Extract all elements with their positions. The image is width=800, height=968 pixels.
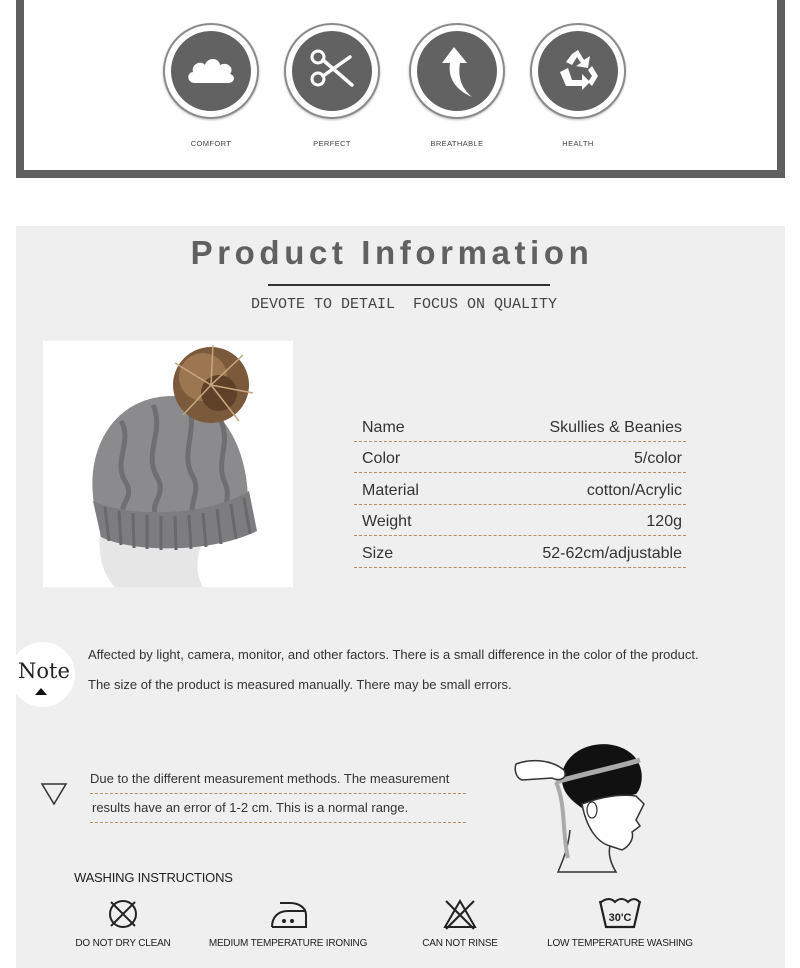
features-frame <box>16 0 785 178</box>
note-line: The size of the product is measured manually. There may be small errors. <box>88 677 512 692</box>
spec-label: Name <box>362 418 405 436</box>
spec-table <box>354 410 686 568</box>
spec-row-material <box>354 473 686 505</box>
beanie-hat-image <box>43 341 293 587</box>
wash-label: MEDIUM TEMPERATURE IRONING <box>208 938 368 949</box>
wash-temp: 30'C <box>608 912 632 924</box>
cloud-icon <box>183 51 239 91</box>
no-dry-clean-icon <box>106 897 140 931</box>
spec-label: Color <box>362 450 401 467</box>
curved-arrow-icon <box>432 43 482 99</box>
spec-value: 5/color <box>633 450 682 467</box>
spec-label: Material <box>362 481 419 499</box>
note-badge-label: Note <box>18 659 70 683</box>
iron-icon <box>266 897 310 931</box>
wash-item-low-temp-washing <box>544 895 696 949</box>
note-line: Affected by light, camera, monitor, and other factors. There is a small difference in the color of the product. <box>88 647 699 662</box>
product-image <box>43 341 293 587</box>
wash-label: DO NOT DRY CLEAN <box>75 938 171 949</box>
product-info-panel <box>16 226 785 968</box>
spec-value: Skullies & Beanies <box>549 418 682 436</box>
recycle-icon <box>554 48 602 94</box>
spec-value: 52-62cm/adjustable <box>542 544 682 562</box>
measurement-line: results have an error of 1-2 cm. This is a normal range. <box>90 800 466 823</box>
spec-row-size <box>354 536 686 568</box>
feature-label: PERFECT <box>313 139 351 148</box>
wash-item-no-rinse <box>420 897 500 949</box>
feature-perfect <box>284 23 380 148</box>
measurement-line: Due to the different measurement methods. The measurement <box>90 771 466 794</box>
title-divider <box>268 284 550 286</box>
no-rinse-icon <box>442 897 478 931</box>
scissors-icon <box>306 45 358 97</box>
product-info-title: Product Information <box>190 234 594 271</box>
feature-comfort <box>163 23 259 148</box>
product-info-subtitle: DEVOTE TO DETAIL FOCUS ON QUALITY <box>250 296 558 313</box>
wash-label: LOW TEMPERATURE WASHING <box>547 938 693 949</box>
spec-label: Weight <box>362 513 412 530</box>
spec-row-name <box>354 410 686 442</box>
feature-label: BREATHABLE <box>430 139 484 148</box>
triangle-up-icon <box>35 688 47 695</box>
feature-breathable <box>409 23 505 148</box>
feature-health <box>530 23 626 148</box>
spec-row-weight <box>354 505 686 537</box>
wash-item-no-dry-clean <box>72 897 174 949</box>
spec-value: cotton/Acrylic <box>586 481 682 499</box>
feature-label: COMFORT <box>190 139 232 148</box>
spec-value: 120g <box>646 513 682 530</box>
head-measurement-illustration <box>512 734 657 874</box>
triangle-down-icon <box>40 782 68 806</box>
spec-row-color <box>354 442 686 474</box>
wash-label: CAN NOT RINSE <box>422 938 498 949</box>
wash-tub-icon <box>597 895 643 931</box>
washing-title: WASHING INSTRUCTIONS <box>74 870 233 885</box>
wash-item-ironing <box>206 897 370 949</box>
feature-label: HEALTH <box>562 139 594 148</box>
spec-label: Size <box>362 544 394 562</box>
